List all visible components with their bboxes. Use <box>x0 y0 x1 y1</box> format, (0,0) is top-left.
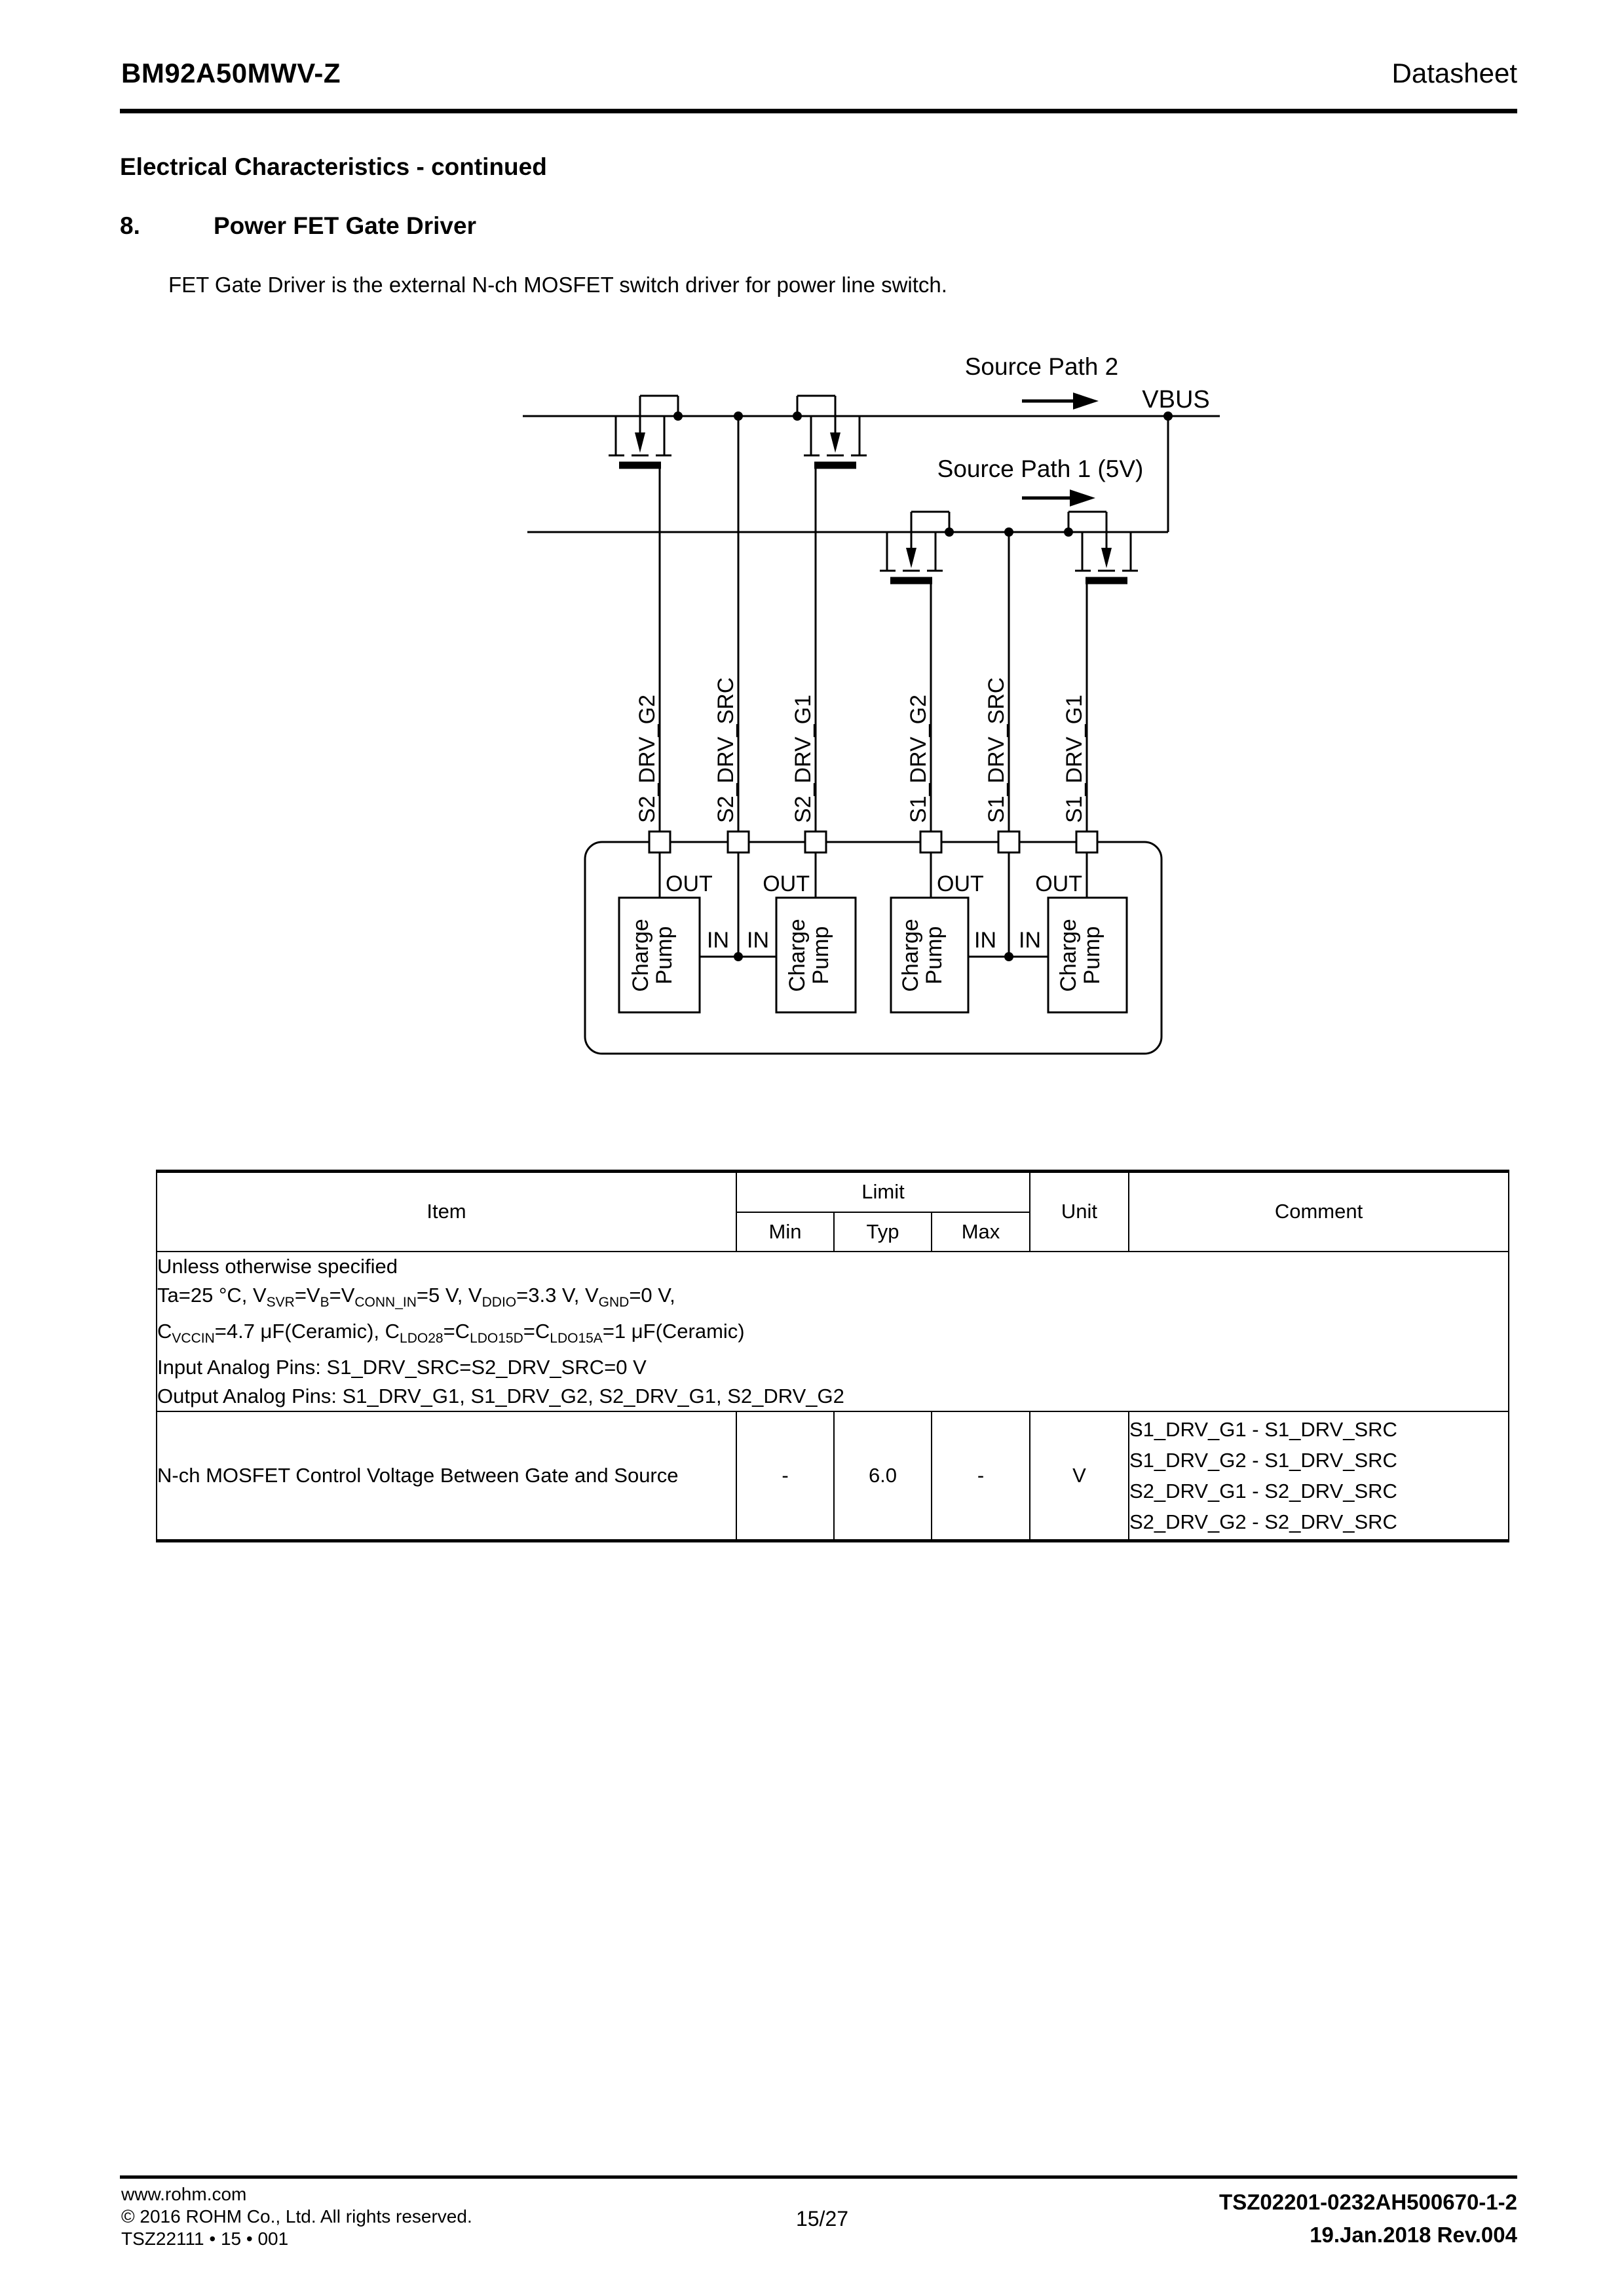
page-title: BM92A50MWV-Z <box>121 58 341 88</box>
column-header-comment: Comment <box>1129 1172 1509 1252</box>
in-label: IN <box>974 928 996 953</box>
doc-type-label: Datasheet <box>1391 58 1517 88</box>
junction-dot <box>673 411 683 421</box>
pin-label-s1-drv-g1: S1_DRV_G1 <box>1062 695 1087 823</box>
footer-website: www.rohm.com <box>121 2184 247 2204</box>
junction-dot <box>945 527 954 537</box>
table-row <box>157 1411 1509 1541</box>
column-header-limit: Limit <box>736 1172 1030 1212</box>
column-header-min: Min <box>736 1212 834 1252</box>
pin-s2-drv-g1 <box>805 832 826 852</box>
junction-dot <box>1004 527 1013 537</box>
charge-pump-text: Charge <box>628 919 653 992</box>
out-label: OUT <box>763 871 810 896</box>
vbus-label: VBUS <box>1142 386 1210 413</box>
fet-gate-driver-diagram <box>498 347 1264 1088</box>
out-label: OUT <box>666 871 713 896</box>
charge-pump-text: Pump <box>652 926 677 985</box>
mosfet-arrow-icon <box>906 548 916 568</box>
footer-doc-code-right: TSZ02201-0232AH500670-1-2 <box>1219 2190 1517 2214</box>
in-label: IN <box>747 928 769 953</box>
footer-right-block <box>1219 2186 1517 2251</box>
charge-pump-text: Pump <box>922 926 947 985</box>
column-header-item: Item <box>157 1172 736 1252</box>
junction-dot <box>734 411 743 421</box>
electrical-characteristics-table <box>156 1170 1509 1542</box>
pin-s1-drv-g2 <box>920 832 941 852</box>
column-header-max: Max <box>932 1212 1030 1252</box>
mosfet-arrow-icon <box>830 432 840 453</box>
footer-page-number: 15/27 <box>795 2207 849 2230</box>
row-comment: S1_DRV_G1 - S1_DRV_SRC S1_DRV_G2 - S1_DRV_SRC S2_DRV_G1 - S2_DRV_SRC S2_DRV_G2 - S2_DRV_SRC <box>1129 1411 1509 1541</box>
header-rule <box>120 109 1517 113</box>
junction-dot <box>793 411 802 421</box>
charge-pump-text: Pump <box>808 926 833 985</box>
footer-doc-code-left: TSZ22111 • 15 • 001 <box>121 2229 289 2249</box>
column-header-unit: Unit <box>1030 1172 1129 1252</box>
row-typ: 6.0 <box>834 1411 932 1541</box>
mosfet-arrow-icon <box>1101 548 1112 568</box>
charge-pump-text: Pump <box>1080 926 1105 985</box>
footer-revision: 19.Jan.2018 Rev.004 <box>1310 2223 1517 2247</box>
charge-pump-text: Charge <box>785 919 810 992</box>
pin-label-s1-drv-src: S1_DRV_SRC <box>984 677 1009 823</box>
mosfet-arrow-icon <box>635 432 645 453</box>
section-title: Electrical Characteristics - continued <box>120 153 547 180</box>
section-description: FET Gate Driver is the external N-ch MOSFET switch driver for power line switch. <box>168 273 947 297</box>
section-heading: Power FET Gate Driver <box>214 212 476 239</box>
junction-dot <box>1064 527 1073 537</box>
pin-s2-drv-g2 <box>649 832 670 852</box>
pin-s2-drv-src <box>728 832 749 852</box>
pin-label-s1-drv-g2: S1_DRV_G2 <box>906 695 931 823</box>
charge-pump-text: Charge <box>898 919 923 992</box>
row-unit: V <box>1030 1411 1129 1541</box>
pin-label-s2-drv-g2: S2_DRV_G2 <box>635 695 660 823</box>
pin-s1-drv-g1 <box>1076 832 1097 852</box>
column-header-typ: Typ <box>834 1212 932 1252</box>
pin-label-s2-drv-src: S2_DRV_SRC <box>713 677 738 823</box>
test-conditions: Unless otherwise specified Ta=25 °C, $V_{SVR}=V_B=V_{CONN\_IN}=5$ V, $V_{DDIO}=3.3$ V, $V_{GND}=0$ V, $C_{VCCIN}=4.7$ μF(Ceramic), $C_{LDO28}=C_{LDO15D}=C_{LDO15A}=1$ μF(Ceramic) Input Analog Pins: S1_DRV_SRC=S2_DRV_SRC=0 V Output Analog Pins: S1_DRV_G1, S1_DRV_G2, S2_DRV_G1, S2_DRV_G2 <box>157 1252 1509 1411</box>
in-label: IN <box>1019 928 1041 953</box>
row-max: - <box>932 1411 1030 1541</box>
row-item: N-ch MOSFET Control Voltage Between Gate and Source <box>157 1411 736 1541</box>
in-label: IN <box>707 928 729 953</box>
section-number: 8. <box>120 212 140 239</box>
source-path-1-label: Source Path 1 (5V) <box>937 455 1144 482</box>
out-label: OUT <box>937 871 984 896</box>
source-path-2-arrow-icon <box>1022 392 1099 410</box>
row-min: - <box>736 1411 834 1541</box>
footer-rule <box>120 2175 1517 2179</box>
charge-pump-text: Charge <box>1056 919 1081 992</box>
junction-dot <box>1004 952 1013 961</box>
footer-copyright: © 2016 ROHM Co., Ltd. All rights reserved. <box>121 2206 472 2227</box>
junction-dot <box>734 952 743 961</box>
source-path-1-arrow-icon <box>1022 489 1095 507</box>
source-path-2-label: Source Path 2 <box>964 353 1119 380</box>
pin-s1-drv-src <box>998 832 1019 852</box>
out-label: OUT <box>1035 871 1082 896</box>
pin-label-s2-drv-g1: S2_DRV_G1 <box>791 695 816 823</box>
